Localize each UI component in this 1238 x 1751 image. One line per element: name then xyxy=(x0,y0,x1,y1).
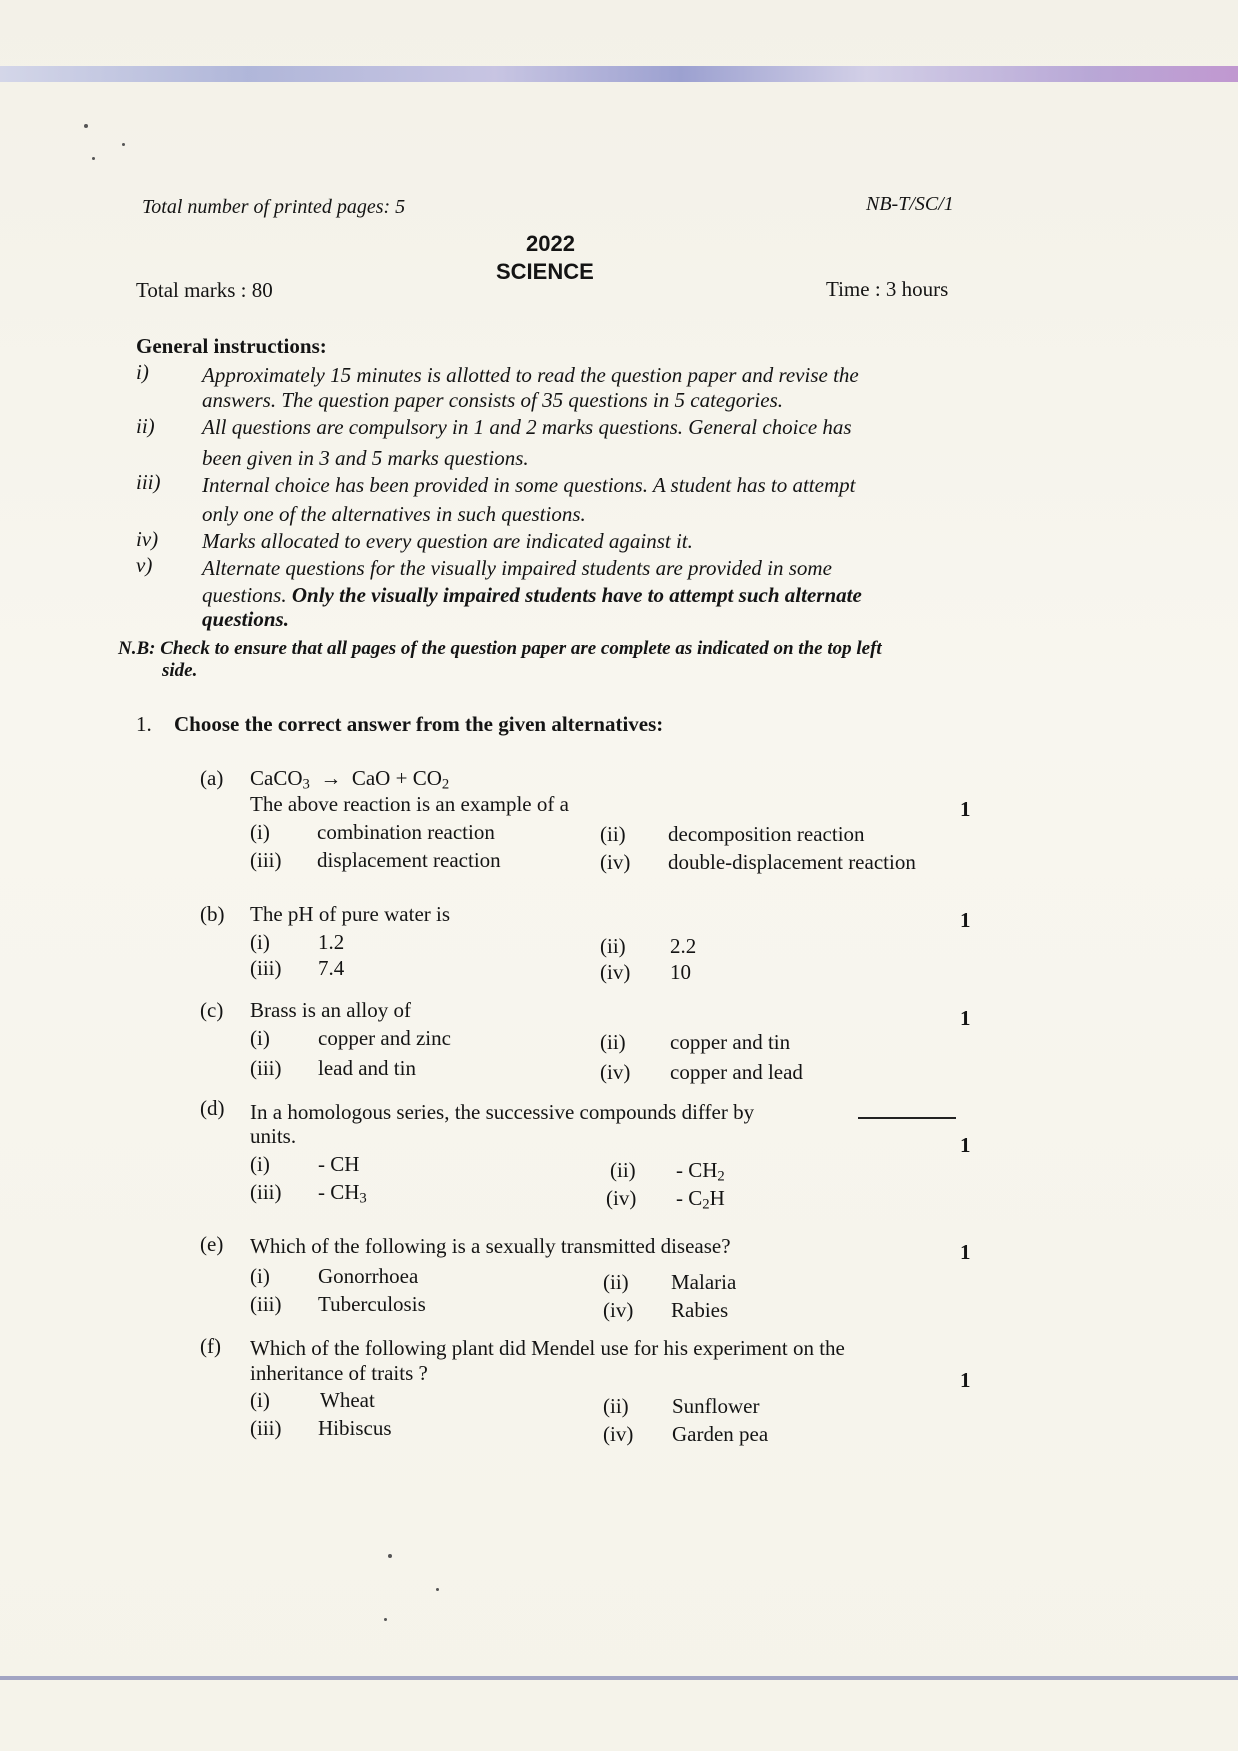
option-number: (iv) xyxy=(606,1186,637,1210)
question-stem: units. xyxy=(250,1124,297,1148)
option-text: 1.2 xyxy=(318,930,345,954)
part-label: (e) xyxy=(200,1232,224,1256)
option-number: (iv) xyxy=(603,1422,634,1446)
instructions-title: General instructions: xyxy=(136,334,327,358)
option-number: (i) xyxy=(250,930,270,954)
instruction-number: ii) xyxy=(136,414,155,438)
option-text: - CH xyxy=(318,1152,360,1176)
speck xyxy=(388,1554,392,1558)
arrow-icon: → xyxy=(320,766,342,790)
option-text: double-displacement reaction xyxy=(668,850,916,874)
speck xyxy=(436,1588,439,1591)
option-number: (ii) xyxy=(603,1394,629,1418)
option-number: (iii) xyxy=(250,1056,282,1080)
option-text: 2.2 xyxy=(670,934,697,958)
question-stem: The above reaction is an example of a xyxy=(250,792,569,816)
instruction-text: Marks allocated to every question are indicated against it. xyxy=(202,529,693,553)
chemical-equation: CaCO$_3$ → CaO + $CO_2$ xyxy=(250,766,450,793)
option-text: Gonorrhoea xyxy=(318,1264,419,1288)
option-number: (iii) xyxy=(250,1180,282,1204)
answer-blank xyxy=(858,1106,956,1124)
option-number: (ii) xyxy=(600,934,626,958)
scan-top-edge xyxy=(0,66,1238,82)
option-number: (i) xyxy=(250,1152,270,1176)
question-stem: The pH of pure water is xyxy=(250,902,451,926)
part-label: (c) xyxy=(200,998,224,1022)
option-number: (i) xyxy=(250,820,270,844)
instruction-text: questions. xyxy=(202,607,289,631)
option-text: displacement reaction xyxy=(317,848,501,872)
question-number: 1. xyxy=(136,712,152,736)
option-number: (iv) xyxy=(600,850,631,874)
option-text: Hibiscus xyxy=(318,1416,392,1440)
instruction-text: All questions are compulsory in 1 and 2 marks questions. General choice has xyxy=(202,415,852,439)
option-number: (i) xyxy=(250,1388,270,1412)
instruction-number: i) xyxy=(136,360,149,384)
option-number: (iii) xyxy=(250,848,282,872)
option-text: Tuberculosis xyxy=(318,1292,426,1316)
option-text: Sunflower xyxy=(672,1394,760,1418)
marks: 1 xyxy=(960,1006,971,1030)
marks: 1 xyxy=(960,1240,971,1264)
question-stem: Brass is an alloy of xyxy=(250,998,411,1022)
option-number: (iv) xyxy=(600,1060,631,1084)
option-text: copper and lead xyxy=(670,1060,803,1084)
marks: 1 xyxy=(960,1368,971,1392)
option-text: - $CH_2$ xyxy=(676,1158,725,1185)
instruction-text: been given in 3 and 5 marks questions. xyxy=(202,446,529,470)
instruction-text: Alternate questions for the visually impaired students are provided in some xyxy=(202,556,832,580)
option-text: - $CH_3$ xyxy=(318,1180,367,1207)
part-label: (b) xyxy=(200,902,225,926)
instruction-text: answers. The question paper consists of 35 questions in 5 categories. xyxy=(202,388,783,412)
speck xyxy=(92,157,95,160)
question-stem: Which of the following plant did Mendel use for his experiment on the xyxy=(250,1336,845,1360)
marks: 1 xyxy=(960,797,971,821)
option-number: (iv) xyxy=(603,1298,634,1322)
option-number: (iii) xyxy=(250,1292,282,1316)
marks: 1 xyxy=(960,908,971,932)
subject-title: SCIENCE xyxy=(496,259,594,284)
instruction-text: questions. Only the visually impaired students have to attempt such alternate xyxy=(202,583,862,607)
option-number: (ii) xyxy=(610,1158,636,1182)
part-label: (d) xyxy=(200,1096,225,1120)
option-text: Malaria xyxy=(671,1270,737,1294)
nb-note: N.B: Check to ensure that all pages of the question paper are complete as indicated on the top left xyxy=(118,638,882,659)
option-number: (i) xyxy=(250,1026,270,1050)
option-number: (ii) xyxy=(600,1030,626,1054)
instruction-text: Internal choice has been provided in some questions. A student has to attempt xyxy=(202,473,856,497)
speck xyxy=(122,143,125,146)
part-label: (a) xyxy=(200,766,224,790)
option-number: (iv) xyxy=(600,960,631,984)
option-text: - $C_2H$ xyxy=(676,1186,725,1213)
option-number: (ii) xyxy=(603,1270,629,1294)
printed-pages-note: Total number of printed pages: 5 xyxy=(142,196,406,218)
paper-code: NB-T/SC/1 xyxy=(866,193,954,215)
option-text: copper and tin xyxy=(670,1030,791,1054)
option-text: Rabies xyxy=(671,1298,729,1322)
question-stem: In a homologous series, the successive compounds differ by xyxy=(250,1100,755,1124)
speck xyxy=(384,1618,387,1621)
option-text: combination reaction xyxy=(317,820,495,844)
instruction-text: Approximately 15 minutes is allotted to read the question paper and revise the xyxy=(202,363,859,387)
exam-year: 2022 xyxy=(526,231,575,256)
option-number: (iii) xyxy=(250,956,282,980)
option-number: (i) xyxy=(250,1264,270,1288)
option-text: 10 xyxy=(670,960,691,984)
speck xyxy=(84,124,88,128)
scan-bottom-edge xyxy=(0,1676,1238,1680)
instruction-number: iii) xyxy=(136,470,161,494)
question-stem: Which of the following is a sexually transmitted disease? xyxy=(250,1234,731,1258)
question-title: Choose the correct answer from the given alternatives: xyxy=(174,712,664,736)
option-number: (iii) xyxy=(250,1416,282,1440)
option-text: 7.4 xyxy=(318,956,345,980)
instruction-text: only one of the alternatives in such questions. xyxy=(202,502,586,526)
time-allowed: Time : 3 hours xyxy=(826,277,949,301)
option-number: (ii) xyxy=(600,822,626,846)
option-text: decomposition reaction xyxy=(668,822,865,846)
nb-note: side. xyxy=(162,660,198,681)
total-marks: Total marks : 80 xyxy=(136,278,273,302)
option-text: Garden pea xyxy=(672,1422,769,1446)
part-label: (f) xyxy=(200,1334,221,1358)
instruction-number: v) xyxy=(136,553,153,577)
option-text: lead and tin xyxy=(318,1056,416,1080)
option-text: copper and zinc xyxy=(318,1026,451,1050)
option-text: Wheat xyxy=(320,1388,375,1412)
marks: 1 xyxy=(960,1133,971,1157)
question-stem: inheritance of traits ? xyxy=(250,1361,428,1385)
instruction-number: iv) xyxy=(136,527,159,551)
